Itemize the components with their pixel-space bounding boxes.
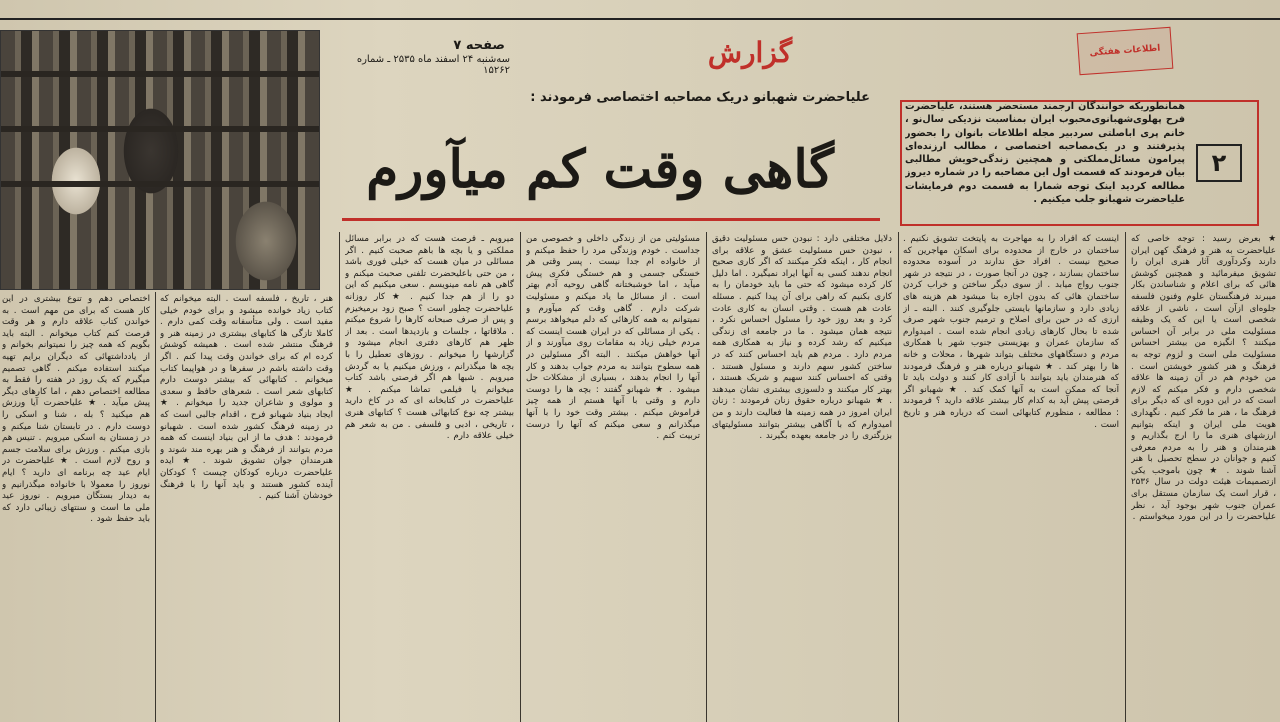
column-rule [706, 232, 707, 722]
column-rule [1125, 232, 1126, 722]
newspaper-logo: اطلاعات هفتگی [1077, 27, 1174, 75]
article-intro: همانطوریکه خوانندگان ارجمند مستحضر هستند، علیاحضرت فرح پهلوی‌شهبانوی‌محبوب ایران بمناسبت نزدیکی سال‌نو ، خانم پری اباصلتی سردبیر مجله اطلاعات بانوان را بحضور پذیرفتند و در یک‌مصاحبه اختصاصی ، مطالب ارزنده‌ای پیرامون مسائل‌مملکتی و همچنین زندگی‌خویش مطالبی بیان فرمودند که قسمت اول این مصاحبه را در شماره دیروز مطالعه کردید اینک توجه شمارا به قسمت دوم فرمایشات علیاحضرت شهبانو جلب میکنیم . [905, 101, 1185, 206]
photo-shelf [1, 126, 319, 132]
text-column-6: هنر ، تاریخ ، فلسفه است . البته میخوانم که کتاب زیاد خوانده میشود و برای خودم خیلی مفید است . ولی متأسفانه وقت کمی دارم . کاملا تازگی ها کتابهای بیشتری در زمینه هنر و فرهنگ منتشر شده است . همیشه کوشش کرده ام که برای خواندن وقت پیدا کنم . اگر وقت داشته باشم در سفرها و در هواپیما کتاب میخوانم . کتابهائی که بیشتر دوست دارم کتابهای شعر است . شعرهای حافظ و سعدی و مولوی و شاعران جدید را میخوانم . ★ ایجاد بنیاد شهبانو فرح ، اقدام جالبی است که در زمینه فرهنگ کشور شده است . شهبانو فرمودند : هدف ما از این بنیاد اینست که همه مردم بتوانند از فرهنگ و هنر بهره مند شوند و هنرمندان جوان تشویق شوند . ★ ایده علیاحضرت درباره کودکان چیست ؟ کودکان آینده کشور هستند و باید آنها را با فرهنگ خودشان آشنا کنیم . [160, 294, 333, 502]
text-column-3: دلایل مختلفی دارد : نبودن حس مسئولیت دقیق ، نبودن حس مسئولیت عشق و علاقه برای انجام کار ، اینکه فکر میکنند که اگر کاری صحیح انجام ندهند کسی به آنها ایراد نمیگیرد . اما دلیل کار کرده میشود که حتی ما باید خودمان را به کاری بکنیم که راهی برای آن پیدا کنیم . مسئله عادت هم هست . وقتی انسان به کاری عادت کرد و بعد روز خود را مسئول احساس نکرد ، نتیجه همان میشود . ما در جامعه ای زندگی میکنیم که رشد کرده و نیاز به همکاری همه مردم دارد . مردم هم باید احساس کنند که در ساختن کشور سهم دارند و مسئول هستند . وقتی که احساس کنند سهیم و شریک هستند ، بهتر کار میکنند و دلسوزی بیشتری نشان میدهند . ★ شهبانو درباره حقوق زنان فرمودند : زنان ایران امروز در همه زمینه ها فعالیت دارند و من امیدوارم که با آگاهی بیشتر بتوانند مسئولیتهای بزرگتری را در جامعه بعهده بگیرند . [712, 234, 892, 442]
article-headline: گاهی وقت کم میآورم [366, 139, 834, 200]
photo-shelf [1, 181, 319, 187]
issue-date: سه‌شنبه ۲۴ اسفند ماه ۲۵۳۵ ـ شماره ۱۵۲۶۲ [356, 54, 510, 76]
text-column-7: اختصاص دهم و تنوع بیشتری در این کار هست که برای من مهم است . به خواندن کتاب علاقه دارم و هر وقت فرصت کنم کتاب میخوانم . البته باید بگویم که همه چیز را نمیتوانم بخوانم و از یادداشتهائی که دیگران برایم تهیه میکنند استفاده میکنم . گاهی تصمیم میگیرم که یک روز در هفته را فقط به مطالعه اختصاص دهم ، اما کارهای دیگر پیش میآید . ★ علیاحضرت آیا ورزش هم میکنید ؟ بله ، شنا و اسکی را دوست دارم . در تابستان شنا میکنم و در زمستان به اسکی میرویم . تنیس هم بازی میکنم . ورزش برای سلامت جسم و روح لازم است . ★ علیاحضرت در ایام عید چه برنامه ای دارید ؟ ایام نوروز را معمولا با خانواده میگذرانیم و به دیدار بستگان میرویم . نوروز عید ملی ما است و سنتهای زیبائی دارد که باید حفظ شود . [2, 294, 150, 525]
top-rule [0, 18, 1280, 20]
part-number: ۲ [1196, 144, 1242, 182]
page-number: صفحه ۷ [453, 38, 505, 53]
text-column-2: اینست که افراد را به مهاجرت به پایتخت تشویق نکنیم . ساختمان در خارج از محدوده برای اسکان مهاجرین که صحیح نیست . افراد حق ندارند در آسوده محدوده ساختمان بسازند ، چون در آنجا صورت ، در نتیجه در شهر جنوب رواج میابد . از سوی دیگر ساختن و خراب کردن ساختمان هائی که بدون اجازه بنا میشود هم هزینه های زیادی دارد و سازمانها بایستی جلوگیری کنند . البته ـ از ارزی که در حین برای اصلاح و ترمیم جنوب شهر صرف شده تا بحال کارهای زیادی انجام شده است . امیدوارم که سازمان عمران و بهزیستی جنوب شهر با همکاری مردم و دستگاههای مختلف بتواند شهرها ، محلات و خانه ها را بهتر کند . ★ شهبانو درباره هنر و فرهنگ فرمودند که هنرمندان باید بتوانند با آزادی کار کنند و دولت باید تا آنجا که ممکن است به آنها کمک کند . ★ شهبانو اگر فرصتی پیش آید به کدام کار بیشتر علاقه دارید ؟ فرمودند : مطالعه ، منظورم کتابهائی است که درباره هنر و تاریخ است . [903, 234, 1119, 430]
text-column-4: مسئولیتی من از زندگی داخلی و خصوصی من جداست . خودم وزندگی مرد را حفظ میکنم و از خانواده ام جدا نیست . پسر وقتی هر خستگی جسمی و هم خستگی فکری پیش میآید ، اما خوشبختانه گاهی روحیه آدم بهتر است . از مسائل ما یاد میکنم و مسئولیت شرکت دارم . گاهی وقت کم میآورم و نمیتوانم به همه کارهائی که دلم میخواهد برسم . یکی از مسائلی که در ایران هست اینست که مردم خیلی زیاد به مقامات روی میآورند و از آنها خواهش میکنند . البته اگر مسئولین در همه سطوح بتوانند به مردم جواب بدهند و کار آنها را انجام بدهند ، بسیاری از مشکلات حل میشود . ★ شهبانو گفتند : بچه ها را دوست دارم و وقتی با آنها هستم از همه چیز فراموش میکنم . بیشتر وقت خود را با آنها میگذرانم و سعی میکنم که آنها را درست تربیت کنم . [526, 234, 700, 442]
text-column-1: ★ بعرض رسید : توجه خاصی که علیاحضرت به هنر و فرهنگ کهن ایران دارند وکردآوری آثار هنری ایران را تشویق میفرمائید و همچنین کوشش هائی که برای اعلام و شناساندن بکار میبرند فرهنگستان علوم وفنون فلسفه جلوه‌ای ازآن است ، ناشی از علاقه شخصی است یا این که یک وظیفه مسئولیت ملی در برابر آن احساس میکنند ؟ انگیزه من بیشتر احساس مسئولیت ملی است و لزوم توجه به فرهنگ و هنر کشور خویشتن است . من خودم هم در آن زمینه ها علاقه شخصی دارم و فکر میکنم که لازم است که در این دوره ای که دیگر برای فرهنگ ما ، هنر ما فکر کنیم . نگهداری هویت ملی ایران و اینکه بتوانیم ارزشهای هنری ما را ارج بگذاریم و هنرمندان و هنر را به مردم معرفی کنیم و جوانان در سطح تحصیل با هنر آشنا شوند . ★ چون باموجب یکی ازتصمیمات هیئت دولت در سال ۲۵۳۶ ، قرار است یک سازمان مستقل برای عمران جنوب شهر بوجود آید ، نظر علیاحضرت را در این مورد میخواستم . [1131, 234, 1276, 523]
article-photo [0, 30, 320, 290]
column-rule [155, 292, 156, 722]
text-column-5: میرویم ـ فرصت هست که در برابر مسائل مملکتی و یا بچه ها باهم صحبت کنیم . اگر مسائلی در میان هست که خیلی فوری باشد ، من حتی باعلیحضرت تلفنی صحبت میکنم و گاهی هم نامه مینویسم . سعی میکنیم که این دو را از هم جدا کنیم . ★ کار روزانه علیاحضرت چطور است ؟ صبح زود برمیخیزم و پس از صرف صبحانه کارها را شروع میکنم . ملاقاتها ، جلسات و بازدیدها است . بعد از ظهر هم کارهای دفتری انجام میشود و گزارشها را میخوانم . روزهای تعطیل را با بچه ها میگذرانم ، ورزش میکنیم یا به گردش میرویم . شبها هم اگر فرصتی باشد کتاب میخوانم یا فیلمی تماشا میکنم . ★ علیاحضرت در کتابخانه ای که در کاخ دارید بیشتر چه نوع کتابهائی هست ؟ کتابهای هنری ، تاریخی ، ادبی و فلسفی . من به شعر هم خیلی علاقه دارم . [345, 234, 514, 442]
article-overline: علیاحضرت شهبانو دریک مصاحبه اختصاصی فرمودند : [530, 90, 870, 105]
headline-rule [342, 218, 880, 221]
section-title: گزارش [707, 36, 793, 69]
column-rule [520, 232, 521, 722]
column-rule [339, 232, 340, 722]
photo-shelf [1, 71, 319, 77]
column-rule [898, 232, 899, 722]
